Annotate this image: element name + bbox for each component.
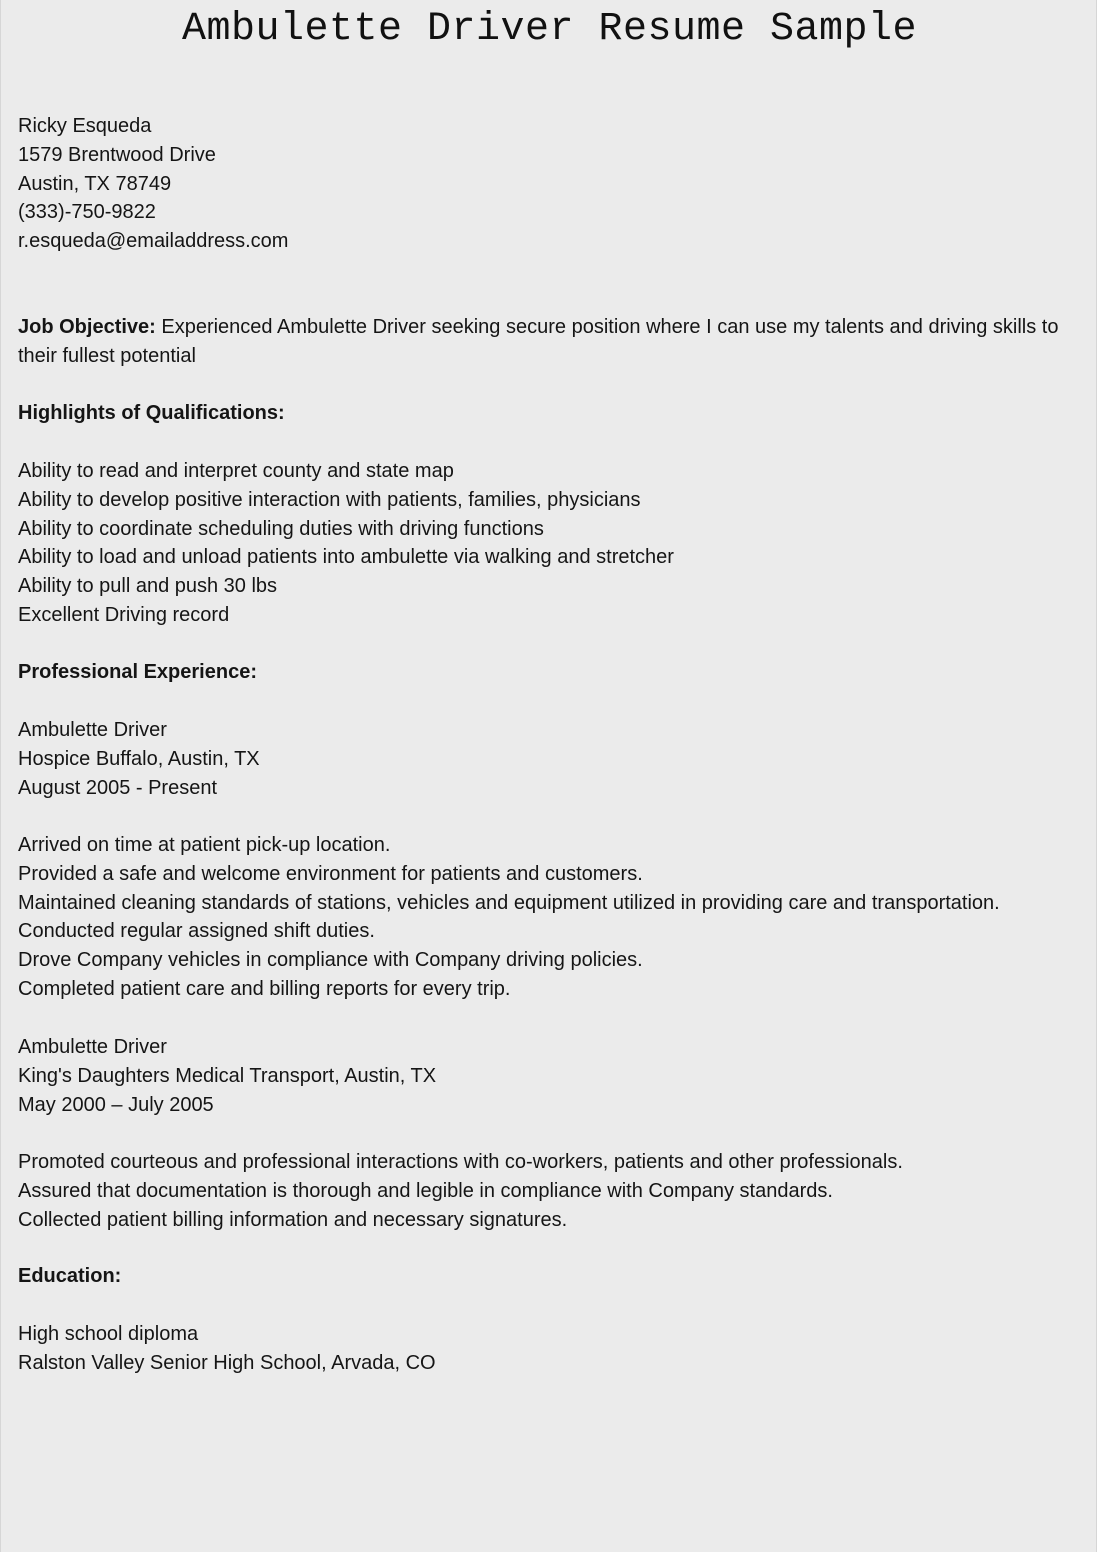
list-item: Assured that documentation is thorough and legible in compliance with Company standards. <box>18 1179 833 1202</box>
contact-email: r.esqueda@emailaddress.com <box>18 230 289 253</box>
job-1-header <box>18 716 1096 802</box>
experience-heading: Professional Experience: <box>18 661 257 683</box>
job-employer: King's Daughters Medical Transport, Austin, TX <box>18 1064 437 1087</box>
contact-block <box>18 112 1096 256</box>
list-item: Arrived on time at patient pick-up location. <box>18 834 391 856</box>
list-item: Promoted courteous and professional interactions with co-workers, patients and other professionals. <box>18 1151 903 1173</box>
list-item: Provided a safe and welcome environment for patients and customers. <box>18 862 643 885</box>
qualifications-list <box>18 457 1096 630</box>
job-title: Ambulette Driver <box>18 1036 167 1058</box>
objective-text: Experienced Ambulette Driver seeking secure position where I can use my talents and driving skills to their fullest potential <box>18 316 1059 367</box>
list-item: Excellent Driving record <box>18 603 230 626</box>
qualifications-heading-block <box>18 399 1096 428</box>
contact-name: Ricky Esqueda <box>18 115 152 137</box>
objective-block <box>18 313 1096 371</box>
education-degree: High school diploma <box>18 1323 199 1345</box>
qualifications-heading: Highlights of Qualifications: <box>18 402 285 424</box>
list-item: Conducted regular assigned shift duties. <box>18 920 375 943</box>
list-item: Maintained cleaning standards of stations, vehicles and equipment utilized in providing care and transportation. <box>18 891 1000 914</box>
list-item: Ability to coordinate scheduling duties with driving functions <box>18 517 544 540</box>
contact-phone: (333)-750-9822 <box>18 201 156 224</box>
list-item: Ability to develop positive interaction with patients, families, physicians <box>18 488 641 511</box>
job-dates: August 2005 - Present <box>18 776 218 799</box>
job-dates: May 2000 – July 2005 <box>18 1093 214 1116</box>
list-item: Drove Company vehicles in compliance with Company driving policies. <box>18 949 643 972</box>
experience-heading-block <box>18 658 1096 687</box>
contact-city: Austin, TX 78749 <box>18 172 172 195</box>
job-1-duties <box>18 831 1096 1004</box>
job-title: Ambulette Driver <box>18 719 167 741</box>
education-heading-block <box>18 1262 1096 1291</box>
education-details <box>18 1320 1096 1378</box>
document-title: Ambulette Driver Resume Sample <box>181 7 918 52</box>
objective-paragraph <box>18 313 1096 371</box>
education-heading: Education: <box>18 1265 122 1287</box>
list-item: Ability to load and unload patients into ambulette via walking and stretcher <box>18 546 674 569</box>
list-item: Ability to read and interpret county and state map <box>18 460 454 482</box>
list-item: Completed patient care and billing reports for every trip. <box>18 977 511 1000</box>
job-2-header <box>18 1033 1096 1119</box>
list-item: Ability to pull and push 30 lbs <box>18 575 278 598</box>
job-2-duties <box>18 1148 1096 1234</box>
job-employer: Hospice Buffalo, Austin, TX <box>18 747 260 770</box>
education-school: Ralston Valley Senior High School, Arvada, CO <box>18 1351 436 1374</box>
contact-address: 1579 Brentwood Drive <box>18 143 216 166</box>
list-item: Collected patient billing information and necessary signatures. <box>18 1208 568 1231</box>
objective-label: Job Objective: <box>18 316 156 338</box>
